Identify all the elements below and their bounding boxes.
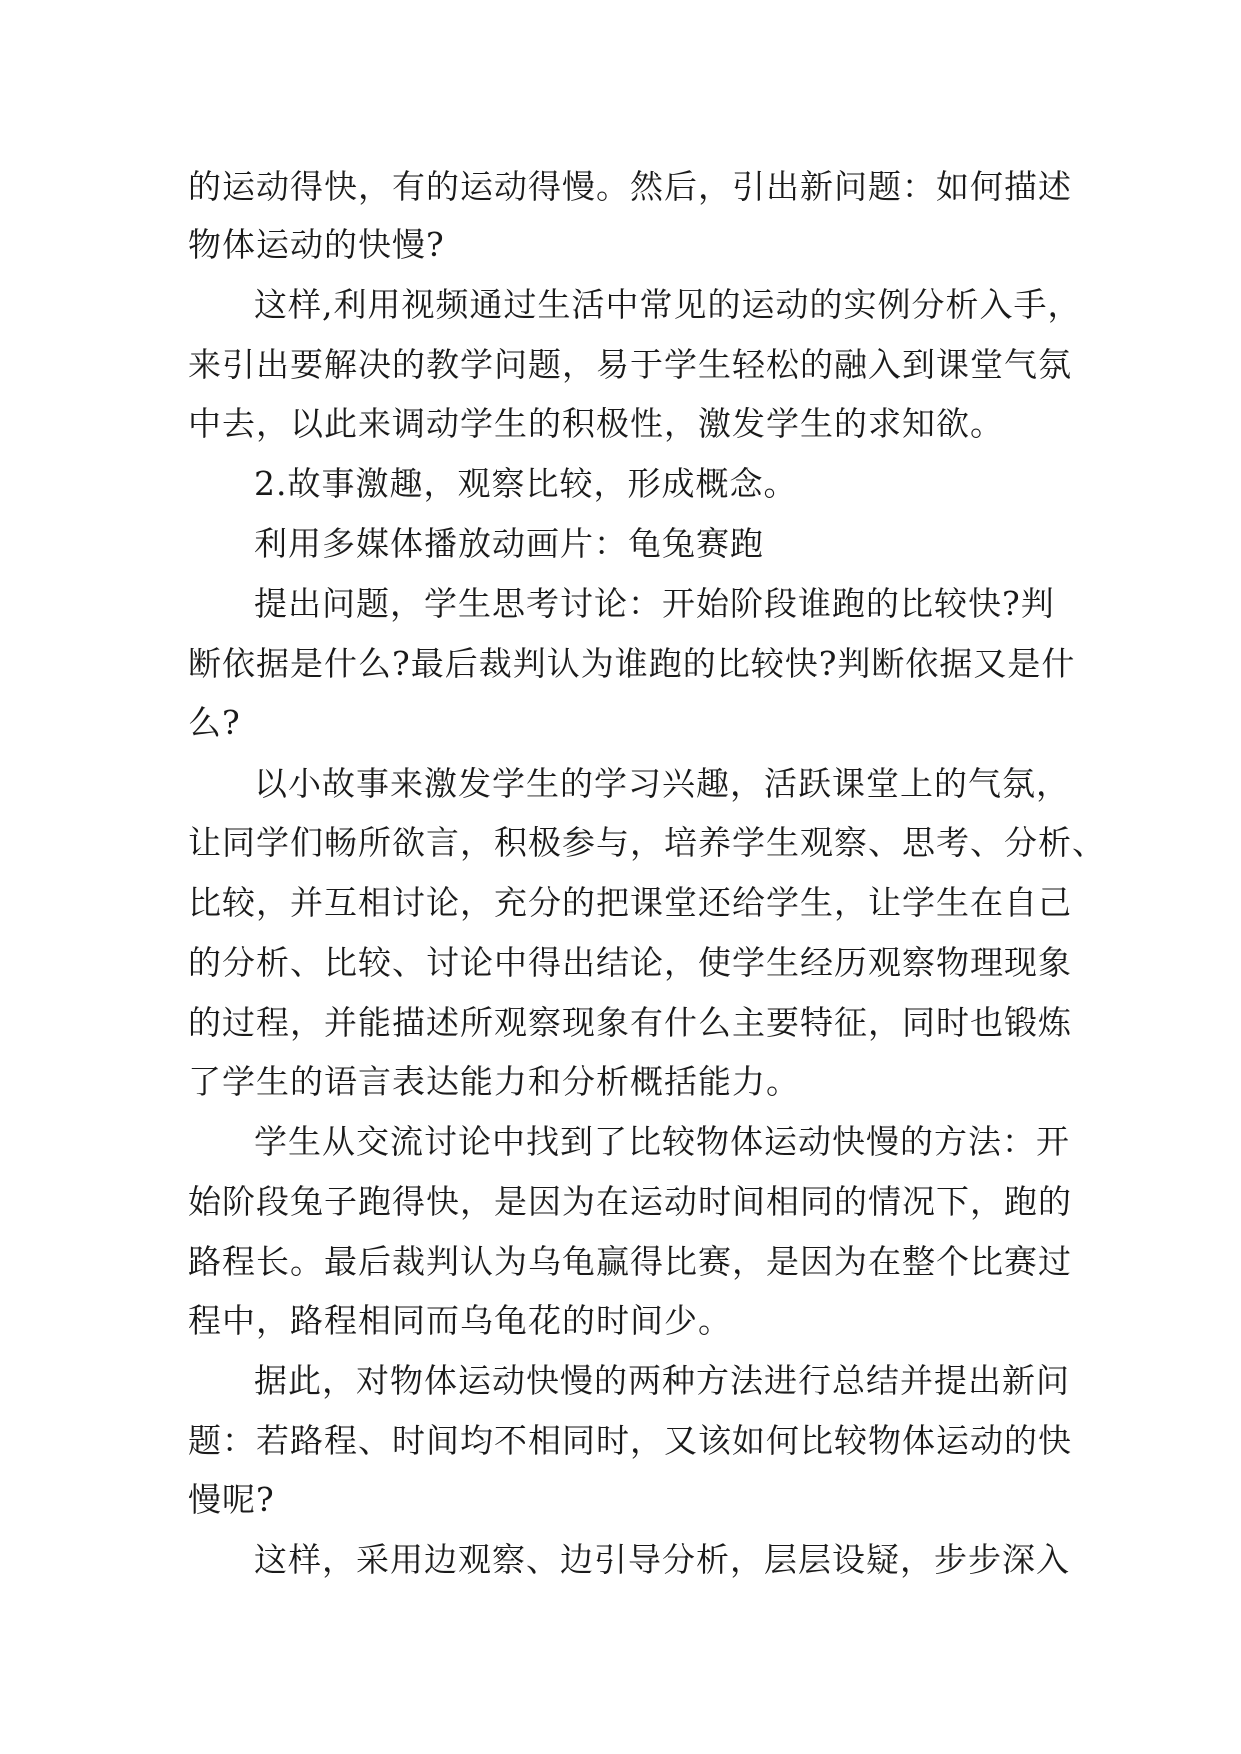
line-text: 的运动得快，有的运动得慢。然后，引出新问题：如何描述 [188, 167, 1072, 206]
line-text: 题：若路程、时间均不相同时，又该如何比较物体运动的快 [188, 1421, 1072, 1460]
line-text: 慢呢? [188, 1480, 275, 1519]
line-text: 学生从交流讨论中找到了比较物体运动快慢的方法：开 [254, 1122, 1070, 1161]
line-text: 的过程，并能描述所观察现象有什么主要特征，同时也锻炼 [188, 1003, 1072, 1042]
line-text: 始阶段兔子跑得快，是因为在运动时间相同的情况下，跑的 [188, 1182, 1072, 1221]
text-line-3 [0, 276, 1241, 334]
text-line-1 [0, 158, 1241, 216]
line-text: 路程长。最后裁判认为乌龟赢得比赛，是因为在整个比赛过 [188, 1242, 1072, 1281]
text-line-21 [0, 1352, 1241, 1410]
text-line-10 [0, 694, 1241, 752]
line-text: 以小故事来激发学生的学习兴趣，活跃课堂上的气氛， [254, 764, 1070, 803]
text-line-12 [0, 814, 1241, 872]
line-text: 来引出要解决的教学问题，易于学生轻松的融入到课堂气氛 [188, 345, 1072, 384]
text-line-16 [0, 1053, 1241, 1111]
line-text: 这样,利用视频通过生活中常见的运动的实例分析入手， [254, 285, 1082, 324]
text-line-19 [0, 1233, 1241, 1291]
text-line-6 [0, 455, 1241, 513]
text-line-22 [0, 1412, 1241, 1470]
line-text: 中去，以此来调动学生的积极性，激发学生的求知欲。 [188, 404, 1004, 443]
text-line-17 [0, 1113, 1241, 1171]
line-text: 据此，对物体运动快慢的两种方法进行总结并提出新问 [254, 1361, 1070, 1400]
line-text: 物体运动的快慢? [188, 225, 445, 264]
text-line-9 [0, 635, 1241, 693]
line-text: 2.故事激趣，观察比较，形成概念。 [254, 464, 798, 503]
line-text: 这样，采用边观察、边引导分析，层层设疑，步步深入 [254, 1540, 1070, 1579]
line-text: 让同学们畅所欲言，积极参与，培养学生观察、思考、分析、 [188, 823, 1106, 862]
line-text: 比较，并互相讨论，充分的把课堂还给学生，让学生在自己 [188, 883, 1072, 922]
line-text: 程中，路程相同而乌龟花的时间少。 [188, 1301, 732, 1340]
line-text: 利用多媒体播放动画片：龟兔赛跑 [254, 524, 764, 563]
text-line-24 [0, 1531, 1241, 1589]
text-line-18 [0, 1173, 1241, 1231]
text-line-23 [0, 1471, 1241, 1529]
text-line-13 [0, 874, 1241, 932]
line-text: 提出问题，学生思考讨论：开始阶段谁跑的比较快?判 [254, 584, 1055, 623]
line-text: 了学生的语言表达能力和分析概括能力。 [188, 1062, 800, 1101]
text-line-4 [0, 336, 1241, 394]
text-line-14 [0, 934, 1241, 992]
text-line-15 [0, 994, 1241, 1052]
text-line-5 [0, 395, 1241, 453]
line-text: 么? [188, 703, 241, 742]
line-text: 的分析、比较、讨论中得出结论，使学生经历观察物理现象 [188, 943, 1072, 982]
text-line-11 [0, 755, 1241, 813]
text-line-20 [0, 1292, 1241, 1350]
text-line-7 [0, 515, 1241, 573]
text-line-8 [0, 575, 1241, 633]
line-text: 断依据是什么?最后裁判认为谁跑的比较快?判断依据又是什 [188, 644, 1076, 683]
text-line-2 [0, 216, 1241, 274]
